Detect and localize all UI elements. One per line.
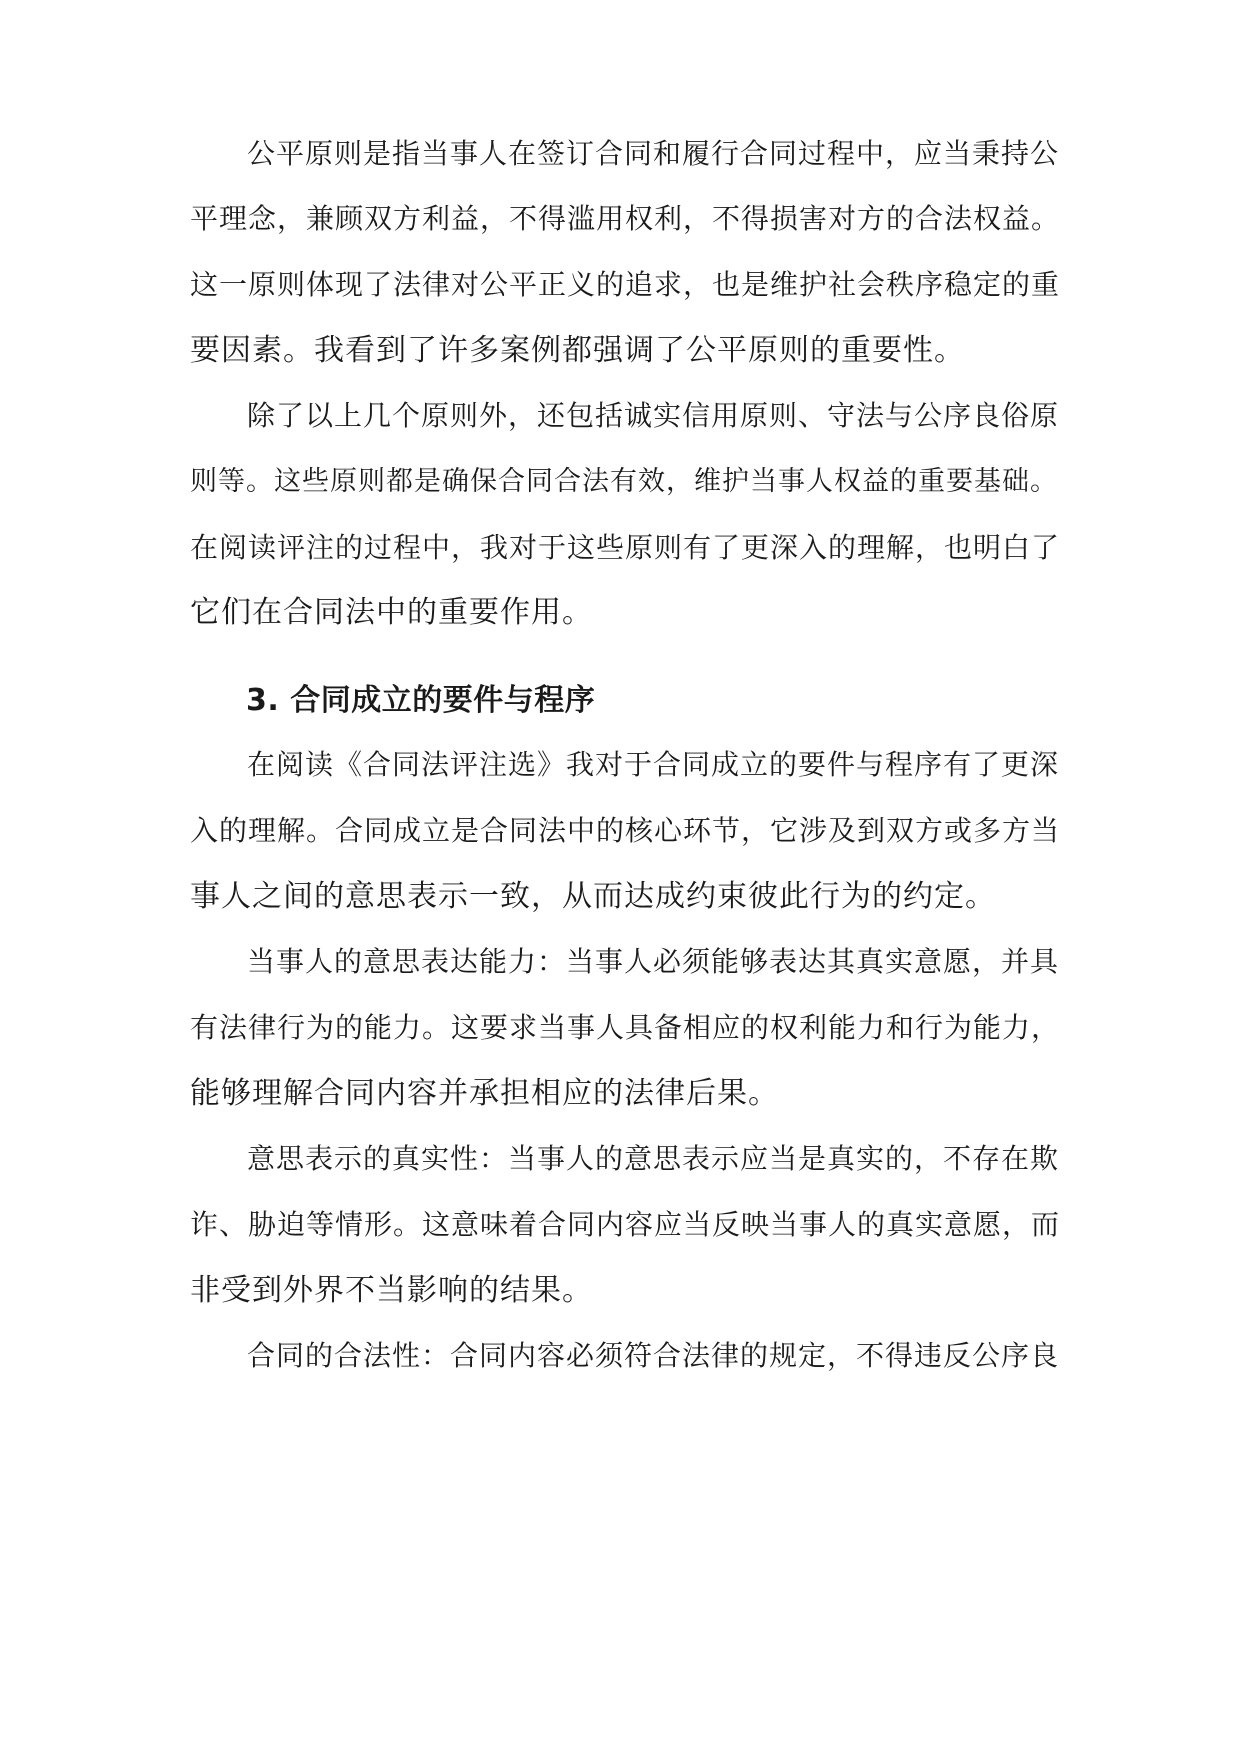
paragraph-intro-line-3: 事人之间的意思表示一致，从而达成约束彼此行为的约定。 [190,879,996,914]
section-heading: 3. 合同成立的要件与程序 [246,683,596,718]
paragraph-capacity-line-2: 有法律行为的能力。这要求当事人具备相应的权利能力和行为能力， [190,1011,1061,1044]
paragraph-authenticity-line-1: 意思表示的真实性：当事人的意思表示应当是真实的，不存在欺 [247,1142,1060,1175]
paragraph-fair-line-2: 平理念，兼顾双方利益，不得滥用权利，不得损害对方的合法权益。 [190,202,1061,235]
paragraph-legality-line-1: 合同的合法性：合同内容必须符合法律的规定，不得违反公序良 [247,1339,1060,1372]
paragraph-fair-line-1: 公平原则是指当事人在签订合同和履行合同过程中，应当秉持公 [247,137,1060,170]
paragraph-intro-line-1: 在阅读《合同法评注选》我对于合同成立的要件与程序有了更深 [247,748,1060,781]
paragraph-capacity-line-1: 当事人的意思表达能力：当事人必须能够表达其真实意愿，并具 [247,945,1060,978]
paragraph-fair-line-3: 这一原则体现了法律对公平正义的追求，也是维护社会秩序稳定的重 [190,268,1061,301]
paragraph-other-line-1: 除了以上几个原则外，还包括诚实信用原则、守法与公序良俗原 [247,399,1060,432]
paragraph-other-line-2: 则等。这些原则都是确保合同合法有效，维护当事人权益的重要基础。 [190,466,1058,497]
paragraph-authenticity-line-3: 非受到外界不当影响的结果。 [190,1273,593,1308]
paragraph-fair-line-4: 要因素。我看到了许多案例都强调了公平原则的重要性。 [190,333,965,368]
paragraph-authenticity-line-2: 诈、胁迫等情形。这意味着合同内容应当反映当事人的真实意愿，而 [190,1208,1061,1241]
paragraph-intro-line-2: 入的理解。合同成立是合同法中的核心环节，它涉及到双方或多方当 [190,814,1061,847]
paragraph-other-line-3: 在阅读评注的过程中，我对于这些原则有了更深入的理解，也明白了 [190,531,1061,564]
paragraph-other-line-4: 它们在合同法中的重要作用。 [190,595,593,630]
paragraph-capacity-line-3: 能够理解合同内容并承担相应的法律后果。 [190,1076,779,1111]
